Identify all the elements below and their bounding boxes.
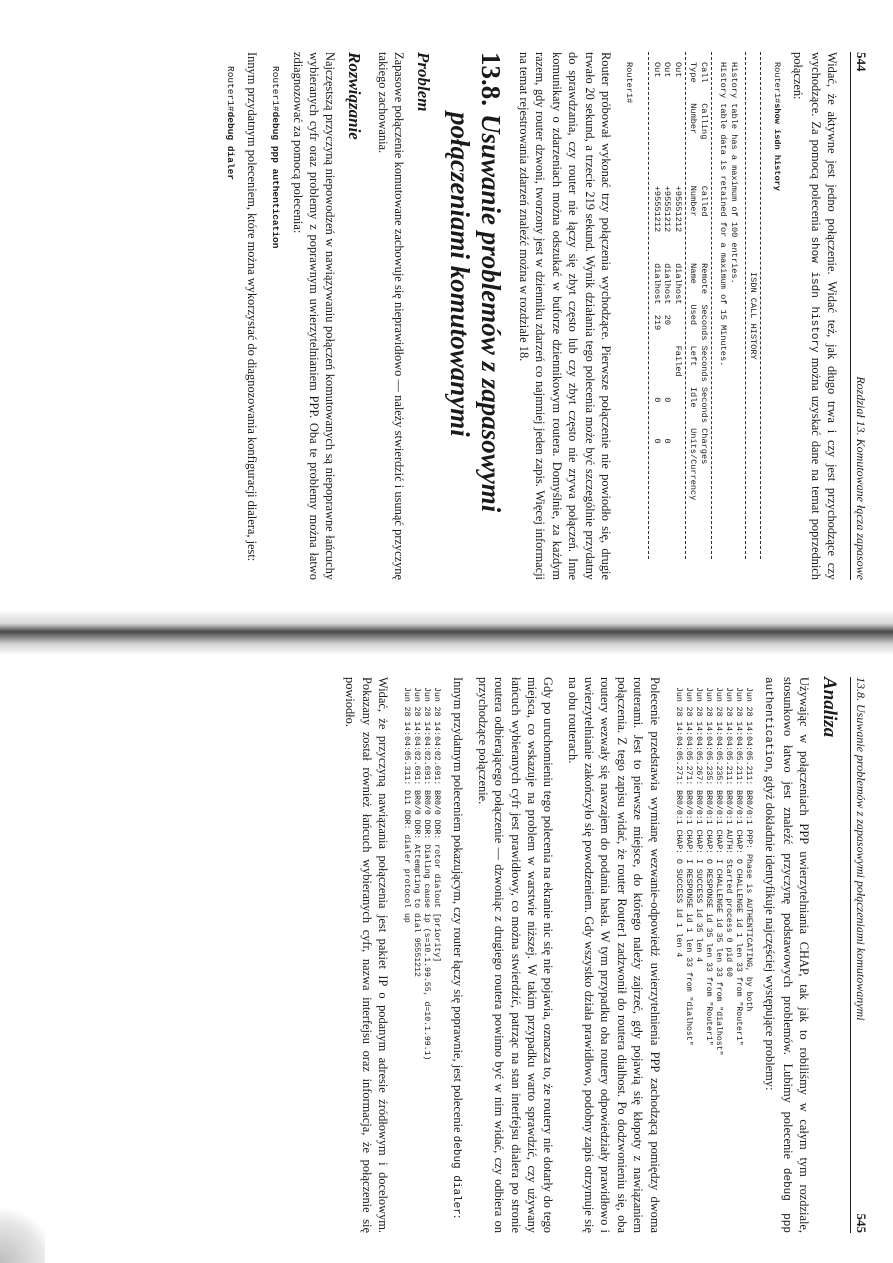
debug-line: Jun 28 14:04:05.211: BR0/0:1 AUTH: Started process 0 pid 60	[723, 687, 733, 977]
right-page	[0, 655, 893, 1263]
section-title-line-1: Usuwanie problemów z zapasowymi	[475, 114, 506, 513]
debug-line: Jun 28 14:04:05.311: Di1 DDR: dialer protocol up	[401, 687, 411, 923]
section-heading	[445, 52, 505, 580]
analysis-paragraph-1: Używając w połączeniach PPP uwierzytelniania CHAP, tak jak to robiliśmy w całym tym rozdziale, stosunkowo łatwo jest znaleźć przyczynę podstawowych problemów. Lubimy polecenie debug ppp authentication, gdyż dokładnie identyfikuje najczęściej występujące problemy:	[762, 677, 811, 1233]
analysis-paragraph-2: Polecenie przedstawia wymianę wezwanie-odpowiedź uwierzytelnienia PPP zachodzącą pomiędzy dwoma routerami. Jest to pierwsze miejsce, do którego należy zajrzeć, gdy pojawią się kłopoty z nawiązaniem połączenia. Z tego zapisu widać, że router Router1 zadzwonił do routera dialhost. Po dodzwonieniu się, oba routery wezwały się nawzajem do podania hasła. W tym przypadku oba routery odpowiedziały prawidłowo i uwierzytelnianie zakończyło się powodzeniem. Gdy wszystko działa prawidłowo, podobny zapis otrzymuje się na obu routerach.	[565, 677, 662, 1233]
table-row: Out +95551212 dialhost 20 0 0	[662, 62, 673, 444]
analysis-paragraph-3: Gdy po uruchomieniu tego polecenia na ekranie nic się nie pojawia, oznacza to, że routery nie dotarły do tego miejsca, co wskazuje na problem w warstwie niższej. W takim przypadku warto sprawdzić, czy używany łańcuch wybieranych cyfr jest prawidłowy, co można stwierdzić, patrząc na stan interfejsu dialera po stronie routera odbierającego połączenie — dzwoniąc z drugiego routera powinno być w nim widać, czy odbiera on przychodzące połączenie.	[475, 677, 556, 1233]
inline-command: debug ppp authentication	[762, 677, 792, 1233]
divider	[685, 52, 686, 559]
isdn-history-output	[624, 52, 782, 580]
history-info-2: History table data is retained for a maximum of 15 Minutes.	[718, 62, 729, 367]
table-row: Out +95551212 dialhost 219 0 0	[651, 62, 662, 444]
divider	[760, 52, 761, 559]
left-running-head	[850, 52, 869, 580]
solution-paragraph: Najczęstszą przyczyną niepowodzeń w nawiązywaniu połączeń komutowanych są niepoprawne łańcuchy wybieranych cyfr oraz problemy z poprawnym uwierzytelnianiem PPP. Oba te problemy można łatwo zdiagnozować za pomocą polecenia:	[290, 52, 338, 580]
analysis-paragraph-4: Innym przydatnym poleceniem pokazującym, czy router łączy się poprawnie, jest polecenie debug dialer:	[450, 677, 466, 1219]
prompt: Router1#	[771, 62, 782, 104]
page-corner-shadow	[0, 1203, 45, 1263]
section-title-line-2: połączeniami komutowanymi	[445, 112, 476, 437]
book-spine	[0, 610, 893, 655]
section-number: 13.8.	[475, 52, 506, 106]
ppp-debug-output	[673, 687, 753, 1233]
debug-line: Jun 28 14:04:05.267: BR0/0:1 CHAP: I SUCCESS id 35 len 4	[693, 687, 703, 963]
intro-paragraph: Widać, że aktywne jest jedno połączenie. Widać też, jak długo trwa i czy jest przychodzące czy wychodzące. Za pomocą polecenia show isdn history można uzyskać dane na temat poprzednich połączeń:	[791, 52, 839, 580]
inline-command: show isdn history	[807, 236, 820, 353]
divider	[711, 52, 712, 559]
left-chapter-title: Rozdział 13. Komutowane łącza zapasowe	[854, 376, 868, 580]
debug-line: Jun 28 14:04:05.235: BR0/0:1 CHAP: O RESPONSE id 35 len 33 from "Router1"	[703, 687, 713, 1046]
history-title: ISDN CALL HISTORY	[748, 272, 759, 360]
debug-line: Jun 28 14:04:02.691: BR0/0 DDR: Dialing cause ip (s=10.1.99.55, d=10.1.99.1)	[421, 687, 431, 1061]
left-page	[0, 0, 893, 610]
table-row: Out +95551212 dialhost Failed	[672, 62, 683, 377]
right-section-title: 13.8. Usuwanie problemów z zapasowymi połączeniami komutowanymi	[854, 677, 868, 1021]
debug-line: Jun 28 14:04:05.211: BR0/0:1 PPP: Phase is AUTHENTICATING, by both	[743, 687, 753, 1012]
command-debug-dialer: Router1#debug dialer	[224, 66, 236, 181]
solution-heading: Rozwiązanie	[345, 52, 365, 140]
paragraph: Router próbował wykonać trzy połączenia wychodzące. Pierwsze połączenie nie powiodło się, drugie trwało 20 sekund, a trzecie 219 sekund. Wynik działania tego polecenia może być szczególnie przydatny do sprawdzania, czy router nie łączy się zbyt często lub czy zbyt często nie zrywa połączeń. Inne komunikaty o zdarzeniach można odszukać w buforze dziennikowym routera. Domyślnie, za każdym razem, gdy router dzwoni, tworzony jest w dzienniku zdarzeń co najmniej jeden zapis. Więcej informacji na temat rejestrowania zdarzeń znaleźć można w rozdziale 18.	[517, 52, 613, 580]
divider	[648, 52, 649, 559]
debug-line: Jun 28 14:04:02.691: BR0/0 DDR: Attempting to dial 95551212	[411, 687, 421, 977]
right-page-number: 545	[854, 1213, 869, 1233]
debug-line: Jun 28 14:04:02.691: BR0/0 DDR: rotor dialout [priority]	[431, 687, 441, 963]
command: show isdn history	[771, 103, 782, 191]
dialer-debug-output	[401, 687, 441, 1233]
right-running-head	[850, 677, 869, 1233]
paragraph: Innym przydatnym poleceniem, które można wykorzystać do diagnozowania konfiguracji dialera, jest:	[245, 52, 260, 562]
table-header-1: Call Calling Called Remote Seconds Seconds Seconds Charges	[698, 62, 709, 465]
end-prompt: Router1#	[624, 62, 635, 104]
analysis-heading: Analiza	[819, 677, 840, 738]
inline-command: debug dialer	[450, 1135, 463, 1215]
debug-line: Jun 28 14:04:05.211: BR0/0:1 CHAP: O CHALLENGE id 1 len 33 from "Router1"	[733, 687, 743, 1046]
history-info-1: History table has a maximum of 100 entries.	[728, 62, 739, 284]
debug-line: Jun 28 14:04:05.271: BR0/0:1 CHAP: I RESPONSE id 1 len 33 from "dialhost"	[683, 687, 693, 1046]
analysis-paragraph-5: Widać, że przyczyną nawiązania połączenia jest pakiet IP o podanym adresie źródłowym i docelowym. Pokazany został również łańcuch wybieranych cyfr, nazwa interfejsu oraz informacja, że połączenie się powiodło.	[343, 677, 390, 1233]
table-header-2: Type Number Number Name Used Left Idle Units/Currency	[688, 62, 699, 501]
left-page-number: 544	[854, 52, 869, 72]
debug-line: Jun 28 14:04:05.271: BR0/0:1 CHAP: O SUCCESS id 1 len 4	[673, 687, 683, 958]
problem-paragraph: Zapasowe połączenie komutowane zachowuje się nieprawidłowo — należy stwierdzić i usunąć przyczynę takiego zachowania.	[375, 52, 407, 580]
debug-line: Jun 28 14:04:05.235: BR0/0:1 CHAP: I CHALLENGE id 35 len 33 from "dialhost"	[713, 687, 723, 1056]
command-debug-ppp: Router1#debug ppp authentication	[270, 66, 282, 249]
divider	[745, 52, 746, 559]
problem-heading: Problem	[414, 52, 434, 112]
